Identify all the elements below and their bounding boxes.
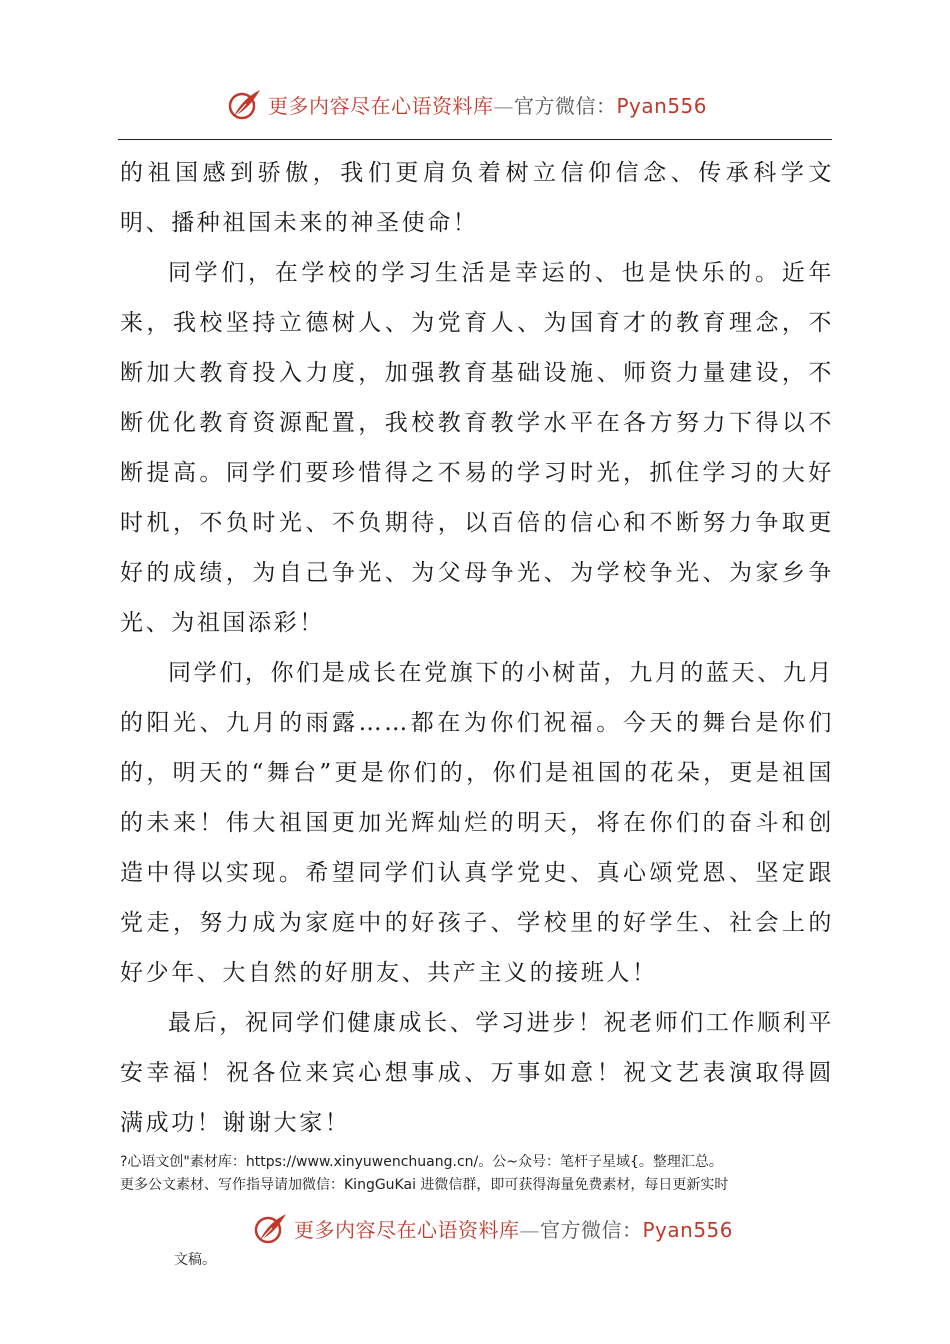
header-divider	[118, 139, 832, 140]
footer-banner-text: 更多内容尽在心语资料库—官方微信：Pyan556	[294, 1217, 734, 1242]
paragraph: 最后，祝同学们健康成长、学习进步！祝老师们工作顺利平安幸福！祝各位来宾心想事成、万事如意！祝文艺表演取得圆满成功！谢谢大家！	[120, 1010, 834, 1136]
header-banner	[226, 84, 707, 124]
footer-banner	[252, 1208, 733, 1248]
document-body	[120, 148, 834, 1148]
quill-logo-icon	[226, 86, 262, 122]
quill-logo-icon	[252, 1210, 288, 1246]
header-banner-text: 更多内容尽在心语资料库—官方微信：Pyan556	[268, 93, 708, 118]
footer-tail-line: 文稿。	[174, 1252, 216, 1268]
footer-contact-line: 更多公文素材、写作指导请加微信：KingGuKai 进微信群，即可获得海量免费素材，每日更新实时	[120, 1177, 729, 1193]
footer-source-line: ?心语文创"素材库：https://www.xinyuwenchuang.cn/。公~众号：笔杆子星域{。整理汇总。	[120, 1154, 723, 1170]
paragraph: 的祖国感到骄傲，我们更肩负着树立信仰信念、传承科学文明、播种祖国未来的神圣使命！	[120, 160, 834, 236]
paragraph: 同学们，你们是成长在党旗下的小树苗，九月的蓝天、九月的阳光、九月的雨露……都在为你们祝福。今天的舞台是你们的，明天的“舞台”更是你们的，你们是祖国的花朵，更是祖国的未来！伟大祖国更加光辉灿烂的明天，将在你们的奋斗和创造中得以实现。希望同学们认真学党史、真心颂党恩、坚定跟党走，努力成为家庭中的好孩子、学校里的好学生、社会上的好少年、大自然的好朋友、共产主义的接班人！	[120, 660, 834, 986]
paragraph: 同学们，在学校的学习生活是幸运的、也是快乐的。近年来，我校坚持立德树人、为党育人、为国育才的教育理念，不断加大教育投入力度，加强教育基础设施、师资力量建设，不断优化教育资源配置，我校教育教学水平在各方努力下得以不断提高。同学们要珍惜得之不易的学习时光，抓住学习的大好时机，不负时光、不负期待，以百倍的信心和不断努力争取更好的成绩，为自己争光、为父母争光、为学校争光、为家乡争光、为祖国添彩！	[120, 260, 834, 636]
